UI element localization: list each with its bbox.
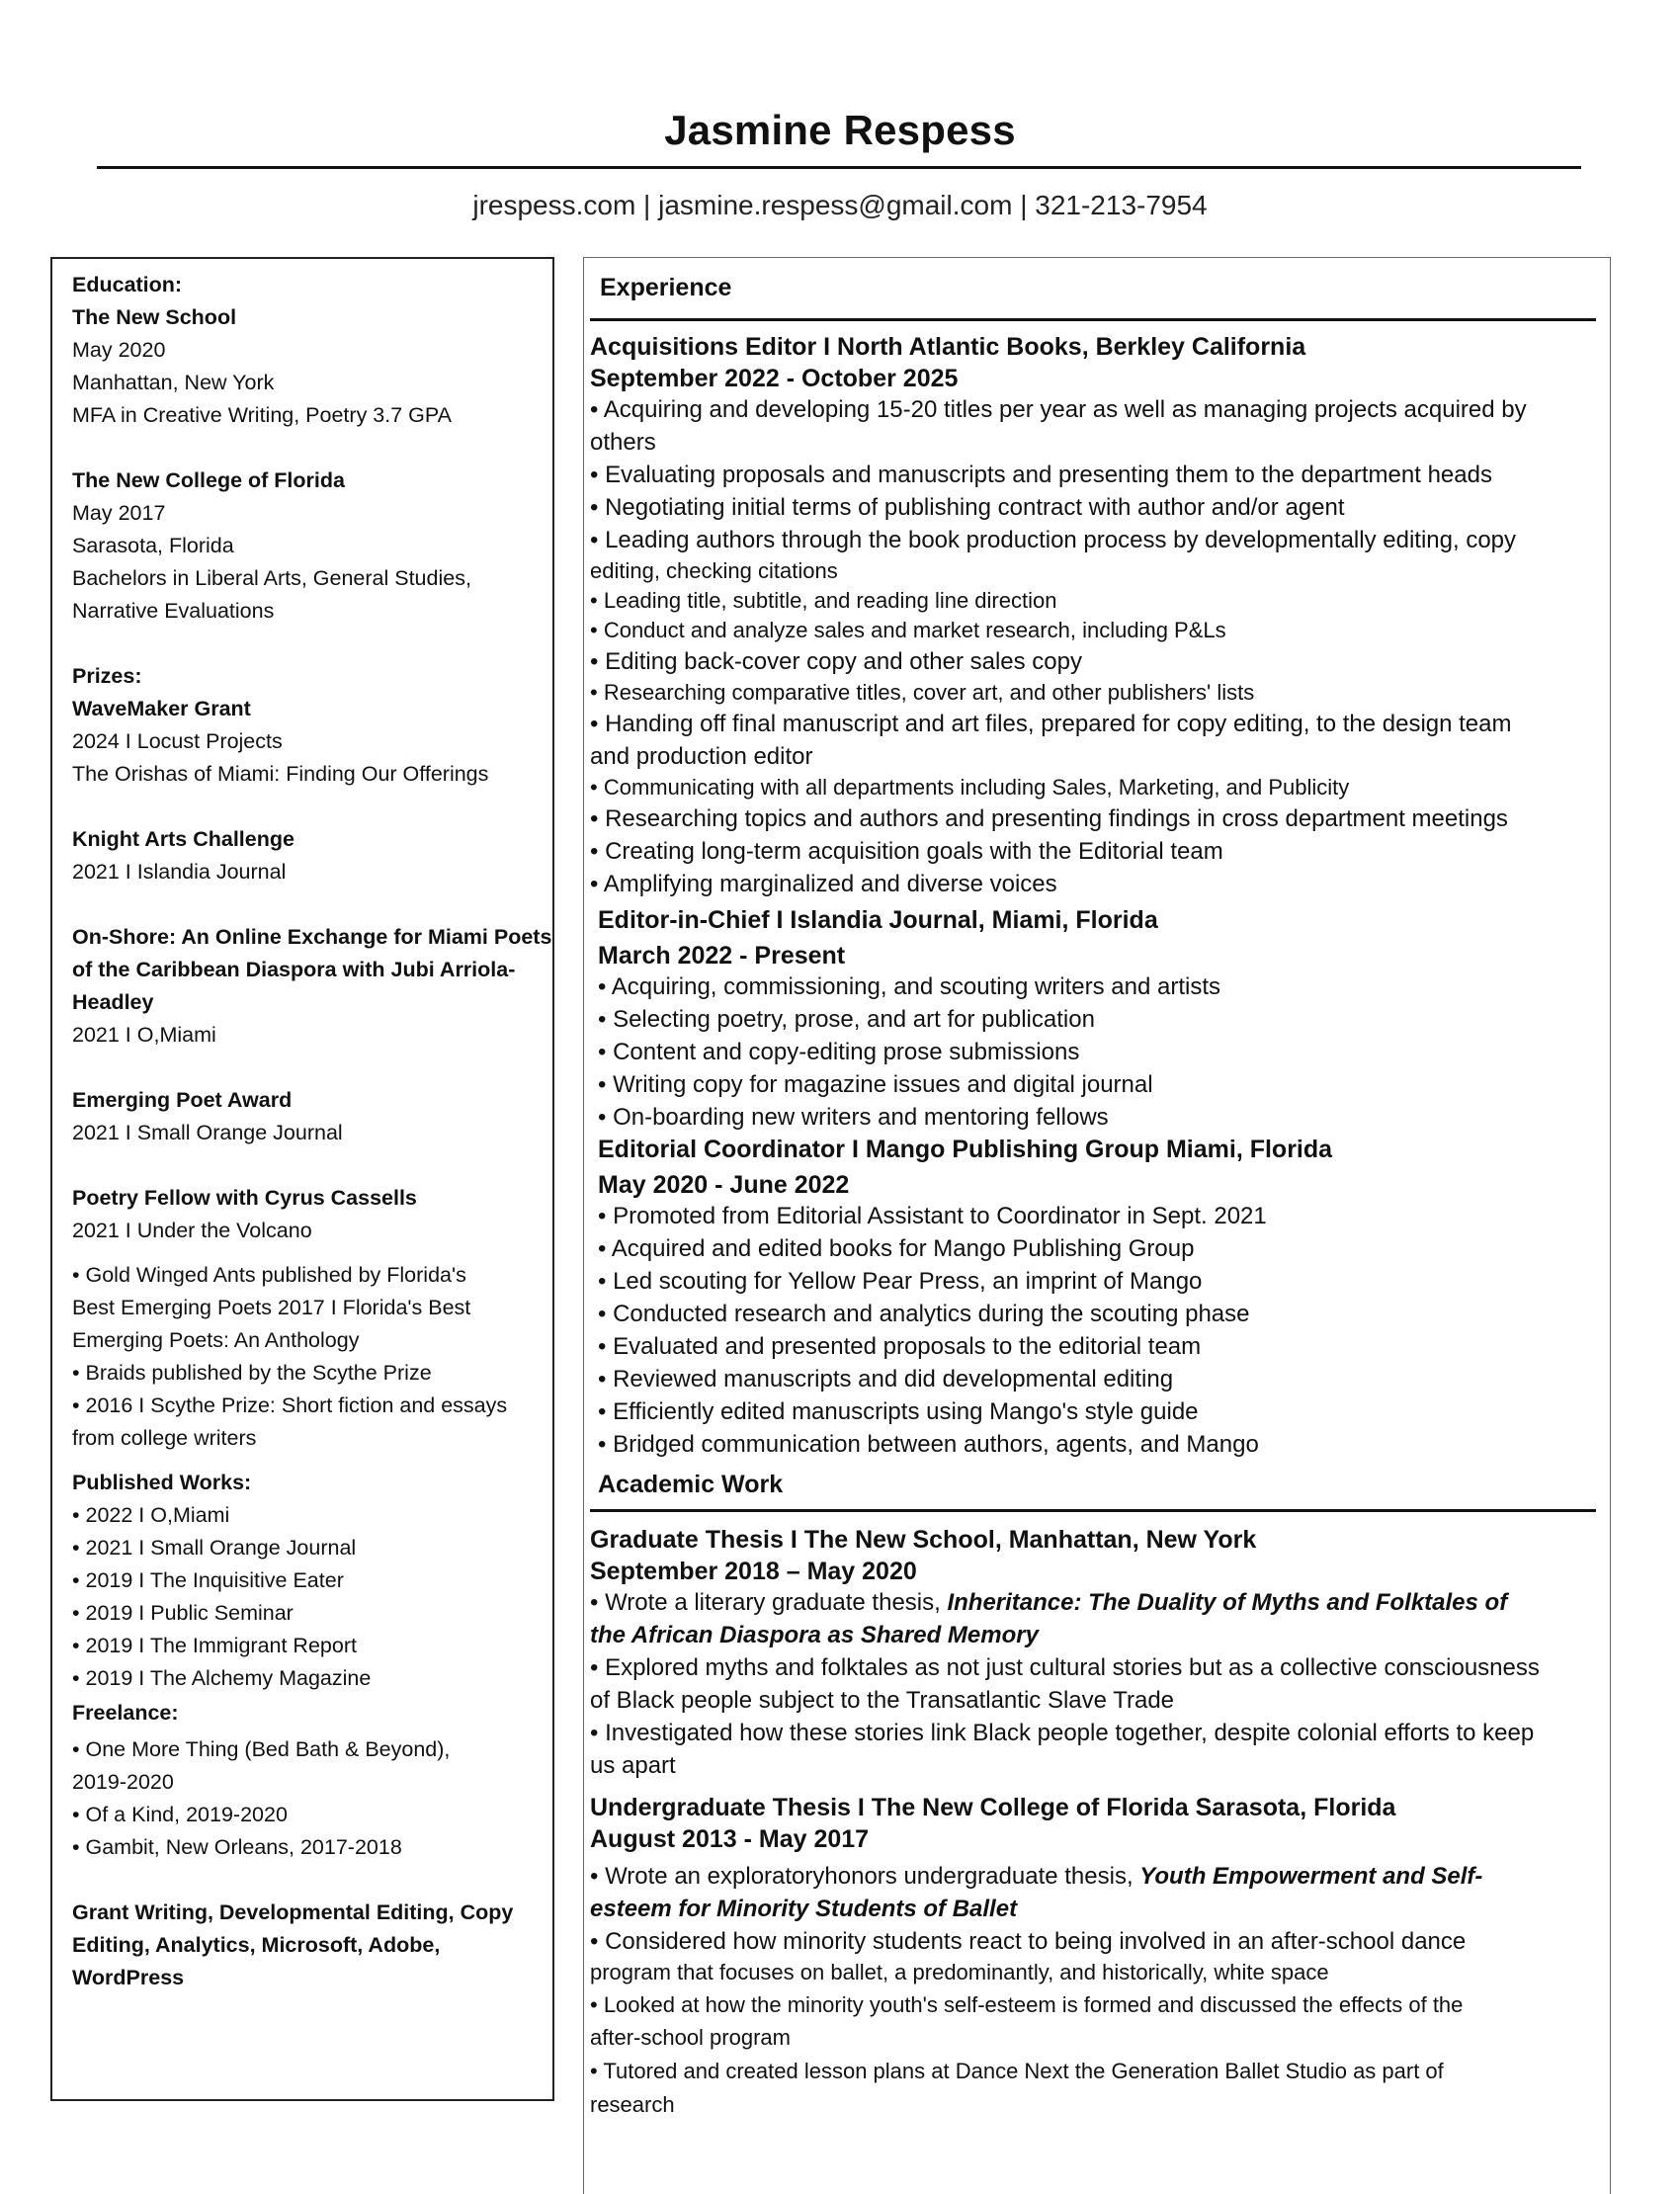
school-detail: May 2017: [72, 501, 166, 525]
publication-bullet: from college writers: [72, 1426, 257, 1450]
job-bullet: • Conduct and analyze sales and market research, including P&Ls: [590, 618, 1226, 642]
published-item: • 2022 I O,Miami: [72, 1503, 230, 1527]
thesis-bullet: • Explored myths and folktales as not just cultural stories but as a collective consciousness: [590, 1654, 1540, 1681]
thesis-bullet: • Tutored and created lesson plans at Dance Next the Generation Ballet Studio as part of: [590, 2059, 1444, 2083]
publication-bullet: • Gold Winged Ants published by Florida's: [72, 1263, 466, 1287]
job-bullet: • Creating long-term acquisition goals with the Editorial team: [590, 838, 1223, 865]
freelance-item: • Of a Kind, 2019-2020: [72, 1803, 288, 1826]
job-bullet: • Evaluated and presented proposals to the editorial team: [598, 1333, 1202, 1360]
school-detail: Bachelors in Liberal Arts, General Studies,: [72, 566, 471, 590]
thesis-bullet: • Considered how minority students react to being involved in an after-school dance: [590, 1928, 1467, 1955]
name-divider: [97, 166, 1581, 169]
job-dates: March 2022 - Present: [598, 942, 846, 970]
thesis-bullet: [590, 1586, 1596, 1619]
published-item: • 2019 I The Alchemy Magazine: [72, 1666, 372, 1690]
job-bullet: • Acquired and edited books for Mango Publishing Group: [598, 1235, 1195, 1262]
prize-detail: 2021 I O,Miami: [72, 1023, 216, 1047]
job-bullet: • Selecting poetry, prose, and art for publication: [598, 1006, 1095, 1033]
school-detail: MFA in Creative Writing, Poetry 3.7 GPA: [72, 403, 452, 427]
prize-detail: 2024 I Locust Projects: [72, 729, 283, 753]
job-title: Acquisitions Editor I North Atlantic Books, Berkley California: [590, 333, 1306, 361]
job-bullet: • Researching comparative titles, cover art, and other publishers' lists: [590, 680, 1255, 705]
thesis-bullet: after-school program: [590, 2025, 791, 2050]
prize-detail: 2021 I Small Orange Journal: [72, 1121, 343, 1144]
school-detail: May 2020: [72, 338, 166, 362]
freelance-item: • Gambit, New Orleans, 2017-2018: [72, 1835, 402, 1859]
published-item: • 2019 I The Immigrant Report: [72, 1634, 357, 1657]
skills-line: WordPress: [72, 1966, 185, 1989]
skills-line: Grant Writing, Developmental Editing, Copy: [72, 1900, 514, 1924]
job-bullet: • Bridged communication between authors, agents, and Mango: [598, 1431, 1259, 1458]
job-bullet: • Communicating with all departments including Sales, Marketing, and Publicity: [590, 775, 1350, 800]
prize-detail: The Orishas of Miami: Finding Our Offerings: [72, 762, 489, 786]
school-name: The New College of Florida: [72, 468, 345, 492]
job-bullet: • Reviewed manuscripts and did developmental editing: [598, 1366, 1174, 1392]
job-bullet: • Promoted from Editorial Assistant to Coordinator in Sept. 2021: [598, 1203, 1267, 1229]
job-dates: May 2020 - June 2022: [598, 1171, 850, 1199]
education-heading: Education:: [72, 273, 183, 296]
thesis-bullet: • Looked at how the minority youth's self-esteem is formed and discussed the effects of the: [590, 1992, 1464, 2017]
prize-detail: 2021 I Under the Volcano: [72, 1219, 312, 1242]
job-bullet: • Acquiring and developing 15-20 titles per year as well as managing projects acquired by: [590, 396, 1527, 423]
published-item: • 2019 I The Inquisitive Eater: [72, 1568, 344, 1592]
publication-bullet: Emerging Poets: An Anthology: [72, 1328, 360, 1352]
job-bullet: • Amplifying marginalized and diverse voices: [590, 871, 1057, 897]
academic-heading: Academic Work: [598, 1471, 784, 1498]
prize-title: Emerging Poet Award: [72, 1088, 293, 1112]
thesis-bullet: • Investigated how these stories link Black people together, despite colonial efforts to keep: [590, 1720, 1535, 1746]
thesis-dates: August 2013 - May 2017: [590, 1825, 870, 1853]
job-bullet: • Leading authors through the book production process by developmentally editing, copy: [590, 527, 1517, 553]
publication-bullet: Best Emerging Poets 2017 I Florida's Best: [72, 1296, 471, 1319]
freelance-heading: Freelance:: [72, 1701, 179, 1725]
job-bullet: • Led scouting for Yellow Pear Press, an imprint of Mango: [598, 1268, 1203, 1295]
thesis-dates: September 2018 – May 2020: [590, 1558, 917, 1585]
job-bullet: others: [590, 429, 656, 456]
academic-divider: [590, 1509, 1596, 1512]
thesis-bullet-text: • Wrote an exploratoryhonors undergraduate thesis,: [590, 1863, 1140, 1890]
prize-detail: 2021 I Islandia Journal: [72, 860, 287, 884]
job-bullet: • Evaluating proposals and manuscripts and presenting them to the department heads: [590, 462, 1492, 488]
job-bullet: • Efficiently edited manuscripts using Mango's style guide: [598, 1398, 1199, 1425]
thesis-title: Undergraduate Thesis I The New College of Florida Sarasota, Florida: [590, 1794, 1396, 1821]
contact-line: jrespess.com | jasmine.respess@gmail.com | 321-213-7954: [472, 190, 1208, 220]
job-bullet: editing, checking citations: [590, 558, 838, 583]
school-detail: Manhattan, New York: [72, 371, 275, 394]
published-item: • 2021 I Small Orange Journal: [72, 1536, 357, 1560]
prize-title: Knight Arts Challenge: [72, 827, 294, 851]
freelance-item: • One More Thing (Bed Bath & Beyond),: [72, 1737, 451, 1761]
left-sidebar: [50, 257, 554, 2101]
skills-line: Editing, Analytics, Microsoft, Adobe,: [72, 1933, 441, 1957]
job-bullet: • On-boarding new writers and mentoring fellows: [598, 1104, 1109, 1131]
prize-title: Headley: [72, 990, 154, 1014]
thesis-bullet: [590, 1860, 1596, 1893]
thesis-title: Graduate Thesis I The New School, Manhattan, New York: [590, 1526, 1257, 1554]
published-item: • 2019 I Public Seminar: [72, 1601, 294, 1625]
school-detail: Narrative Evaluations: [72, 599, 275, 623]
job-bullet: • Researching topics and authors and presenting findings in cross department meetings: [590, 805, 1508, 832]
thesis-bullet: of Black people subject to the Transatlantic Slave Trade: [590, 1687, 1175, 1714]
experience-heading: Experience: [600, 274, 732, 301]
job-bullet: • Leading title, subtitle, and reading line direction: [590, 588, 1057, 613]
thesis-bullet: us apart: [590, 1752, 676, 1779]
job-title: Editor-in-Chief I Islandia Journal, Miami, Florida: [598, 906, 1158, 934]
job-bullet: • Handing off final manuscript and art files, prepared for copy editing, to the design team: [590, 711, 1512, 737]
job-bullet: • Negotiating initial terms of publishing contract with author and/or agent: [590, 494, 1345, 521]
thesis-title-italic: Inheritance: The Duality of Myths and Folktales of: [947, 1589, 1508, 1616]
prize-title: On-Shore: An Online Exchange for Miami Poets: [72, 925, 552, 949]
main-content: [583, 257, 1611, 2194]
school-name: The New School: [72, 305, 237, 329]
freelance-item: 2019-2020: [72, 1770, 174, 1794]
job-bullet: • Content and copy-editing prose submissions: [598, 1039, 1080, 1065]
prize-title: Poetry Fellow with Cyrus Cassells: [72, 1186, 417, 1210]
prizes-heading: Prizes:: [72, 664, 142, 688]
thesis-bullet-text: • Wrote a literary graduate thesis,: [590, 1589, 948, 1616]
thesis-title-italic: Youth Empowerment and Self-: [1139, 1863, 1483, 1890]
experience-divider: [590, 318, 1596, 321]
thesis-bullet: research: [590, 2092, 675, 2117]
prize-title: WaveMaker Grant: [72, 697, 251, 720]
job-title: Editorial Coordinator I Mango Publishing Group Miami, Florida: [598, 1136, 1333, 1163]
job-bullet: • Conducted research and analytics during the scouting phase: [598, 1301, 1250, 1327]
thesis-title-italic: esteem for Minority Students of Ballet: [590, 1896, 1018, 1922]
publication-bullet: • 2016 I Scythe Prize: Short fiction and essays: [72, 1393, 508, 1417]
job-bullet: • Writing copy for magazine issues and digital journal: [598, 1071, 1153, 1098]
thesis-bullet: program that focuses on ballet, a predominantly, and historically, white space: [590, 1960, 1329, 1984]
published-heading: Published Works:: [72, 1471, 252, 1494]
school-detail: Sarasota, Florida: [72, 534, 234, 557]
publication-bullet: • Braids published by the Scythe Prize: [72, 1361, 432, 1385]
resume-name: Jasmine Respess: [664, 107, 1016, 153]
job-bullet: • Editing back-cover copy and other sales copy: [590, 648, 1082, 675]
job-dates: September 2022 - October 2025: [590, 365, 959, 392]
job-bullet: and production editor: [590, 743, 813, 770]
thesis-title-italic: the African Diaspora as Shared Memory: [590, 1622, 1039, 1648]
prize-title: of the Caribbean Diaspora with Jubi Arriola-: [72, 958, 516, 981]
job-bullet: • Acquiring, commissioning, and scouting writers and artists: [598, 973, 1221, 1000]
